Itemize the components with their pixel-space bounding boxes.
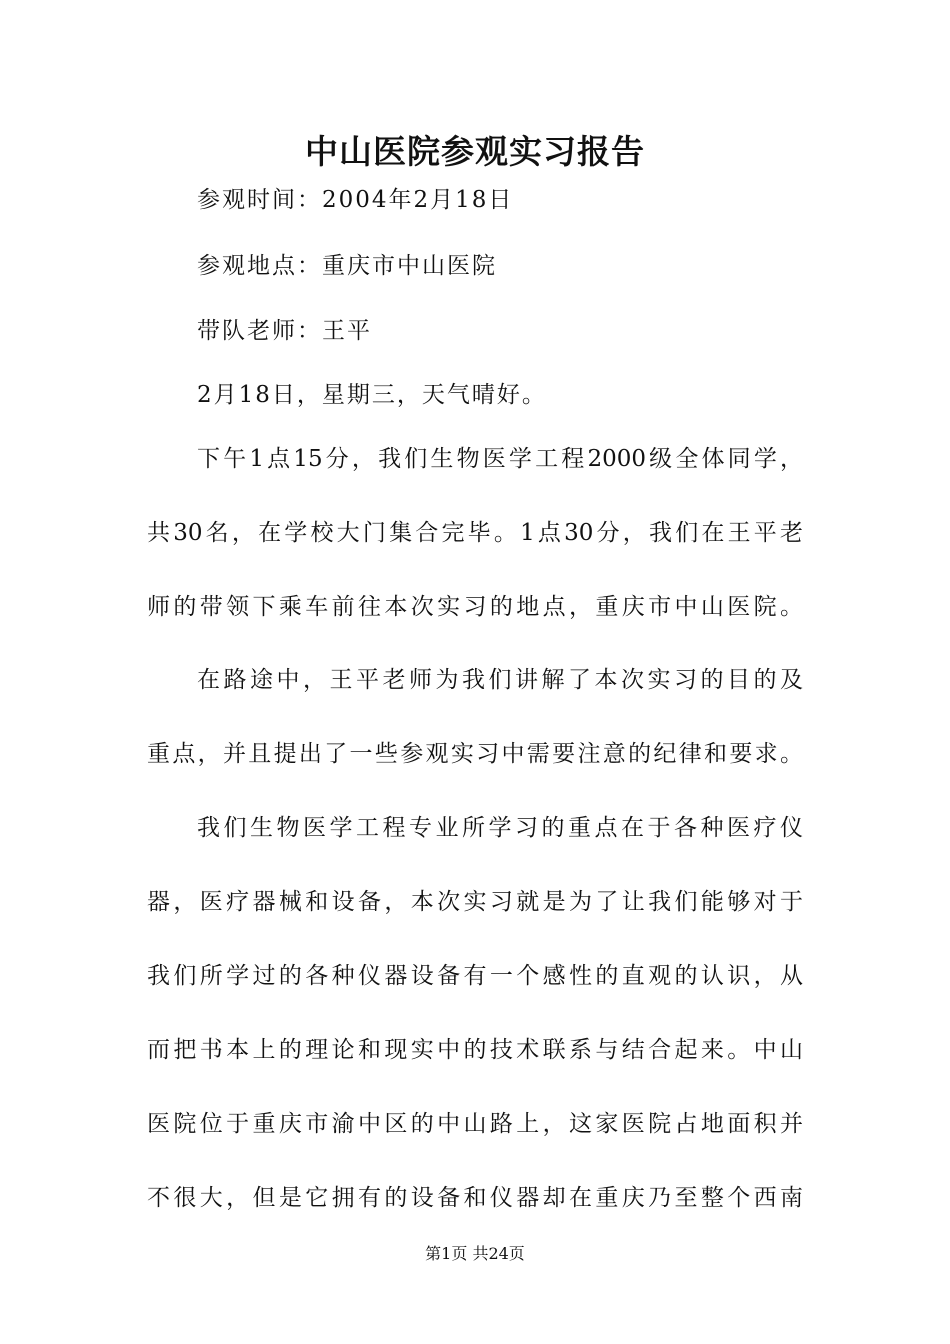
paragraph-line: 医院位于重庆市渝中区的中山路上，这家医院占地面积并 (147, 1111, 803, 1137)
paragraph-line: 师的带领下乘车前往本次实习的地点，重庆市中山医院。 (147, 594, 803, 620)
paragraph-line: 下午1点15分，我们生物医学工程2000级全体同学， (197, 446, 803, 472)
paragraph-line: 我们所学过的各种仪器设备有一个感性的直观的认识，从 (147, 963, 803, 989)
paragraph-line: 不很大，但是它拥有的设备和仪器却在重庆乃至整个西南 (147, 1185, 803, 1211)
visit-time: 参观时间：2004年2月18日 (197, 187, 514, 213)
page-footer: 第1页 共24页 (425, 1244, 525, 1263)
paragraph-line: 重点，并且提出了一些参观实习中需要注意的纪律和要求。 (147, 741, 803, 767)
document-title: 中山医院参观实习报告 (305, 132, 645, 171)
lead-teacher: 带队老师：王平 (197, 318, 372, 344)
date-line: 2月18日，星期三，天气晴好。 (197, 382, 547, 408)
paragraph-line: 在路途中，王平老师为我们讲解了本次实习的目的及 (197, 667, 803, 693)
paragraph-line: 器，医疗器械和设备，本次实习就是为了让我们能够对于 (147, 889, 803, 915)
paragraph-line: 而把书本上的理论和现实中的技术联系与结合起来。中山 (147, 1037, 803, 1063)
visit-place: 参观地点：重庆市中山医院 (197, 253, 497, 279)
paragraph-line: 共30名，在学校大门集合完毕。1点30分，我们在王平老 (147, 520, 803, 546)
paragraph-line: 我们生物医学工程专业所学习的重点在于各种医疗仪 (197, 815, 803, 841)
